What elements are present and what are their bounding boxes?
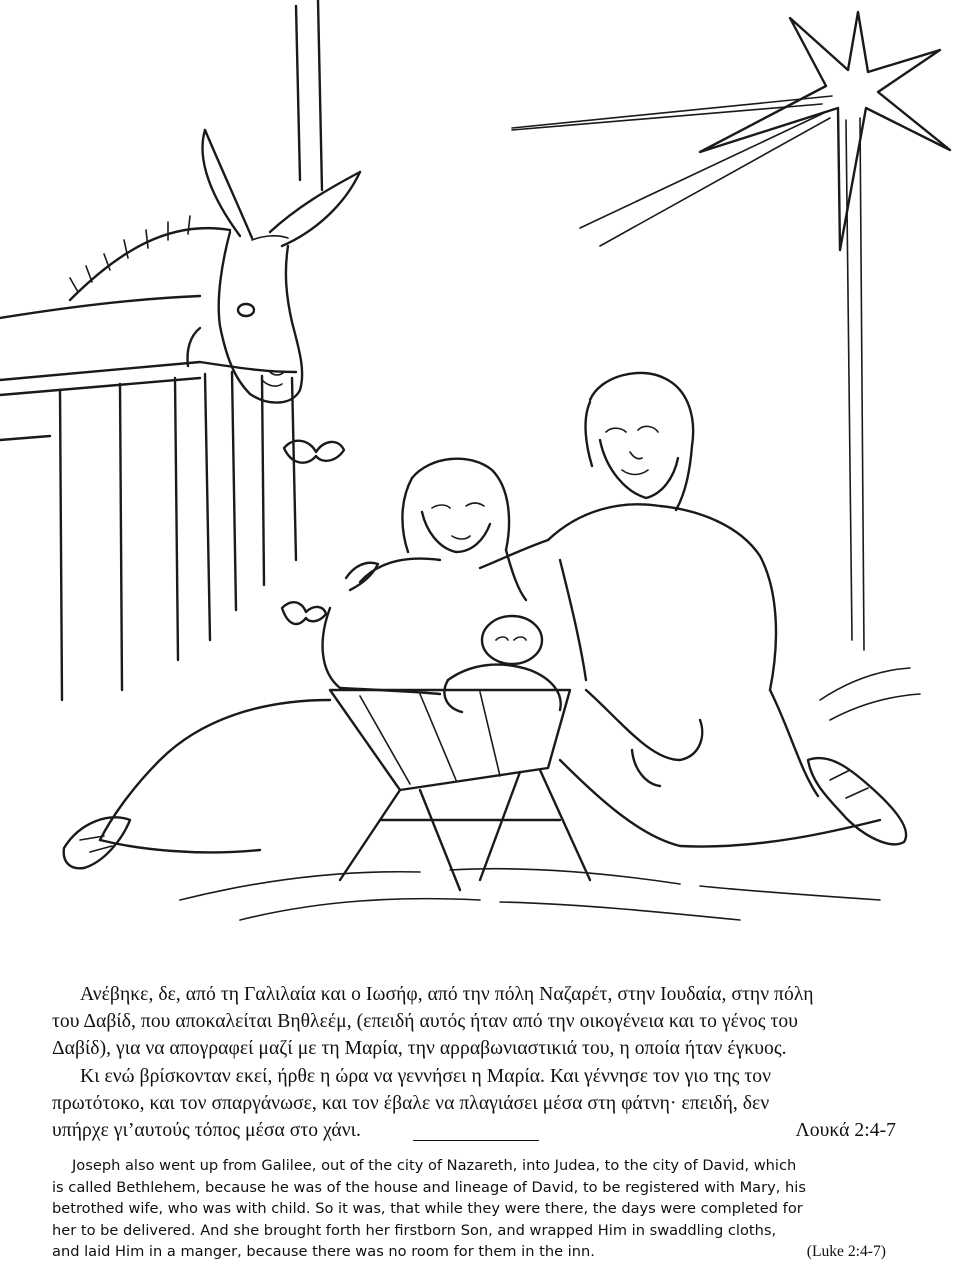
donkey [70,130,360,403]
greek-line-1: Ανέβηκε, δε, από τη Γαλιλαία και ο Ιωσήφ, από την πόλη Ναζαρέτ, στην Ιουδαία, στην πόλη [80,984,814,1005]
greek-line-4: Κι ενώ βρίσκονταν εκεί, ήρθε η ώρα να γεννήσει η Μαρία. Και γέννησε τον γιο της τον [80,1065,772,1087]
star-icon [512,12,950,650]
english-line-2: is called Bethlehem, because he was of the house and lineage of David, to be registered with Mary, his [52,1178,806,1196]
greek-line-6-text: υπήρχε γι’αυτούς τόπος μέσα στο χάνι. [52,1119,361,1141]
greek-line-3: Δαβίδ), για να απογραφεί μαζί με τη Μαρία, την αρραβωνιαστικιά του, η οποία ήταν έγκυος. [52,1038,787,1060]
stable-wall [0,0,344,700]
fill-in-blank-line [413,1140,539,1141]
greek-line-5: πρωτότοκο, και τον σπαργάνωσε, και τον έβαλε να πλαγιάσει μέσα στη φάτνη· επειδή, δεν [52,1092,770,1114]
english-verse-reference: (Luke 2:4-7) [806,1243,886,1261]
english-line-5-text: and laid Him in a manger, because there was no room for them in the inn. [52,1243,595,1261]
greek-scripture-passage [52,981,900,1144]
english-line-4: her to be delivered. And she brought forth her firstborn Son, and wrapped Him in swaddling cloths, [52,1221,777,1239]
english-line-3: betrothed wife, who was with child. So it was, that while they were there, the days were completed for [52,1200,803,1218]
joseph [480,373,906,847]
greek-verse-reference: Λουκά 2:4-7 [795,1119,896,1141]
manger [330,690,590,890]
greek-line-6 [52,1117,900,1144]
english-line-5 [52,1241,900,1263]
english-line-1: Joseph also went up from Galilee, out of the city of Nazareth, into Judea, to the city of David, which [72,1157,797,1174]
baby-jesus [444,616,560,712]
english-scripture-passage [52,1155,900,1263]
greek-line-2: του Δαβίδ, που αποκαλείται Βηθλεέμ, (επειδή αυτός ήταν από την οικογένεια και το γένος του [52,1011,798,1033]
